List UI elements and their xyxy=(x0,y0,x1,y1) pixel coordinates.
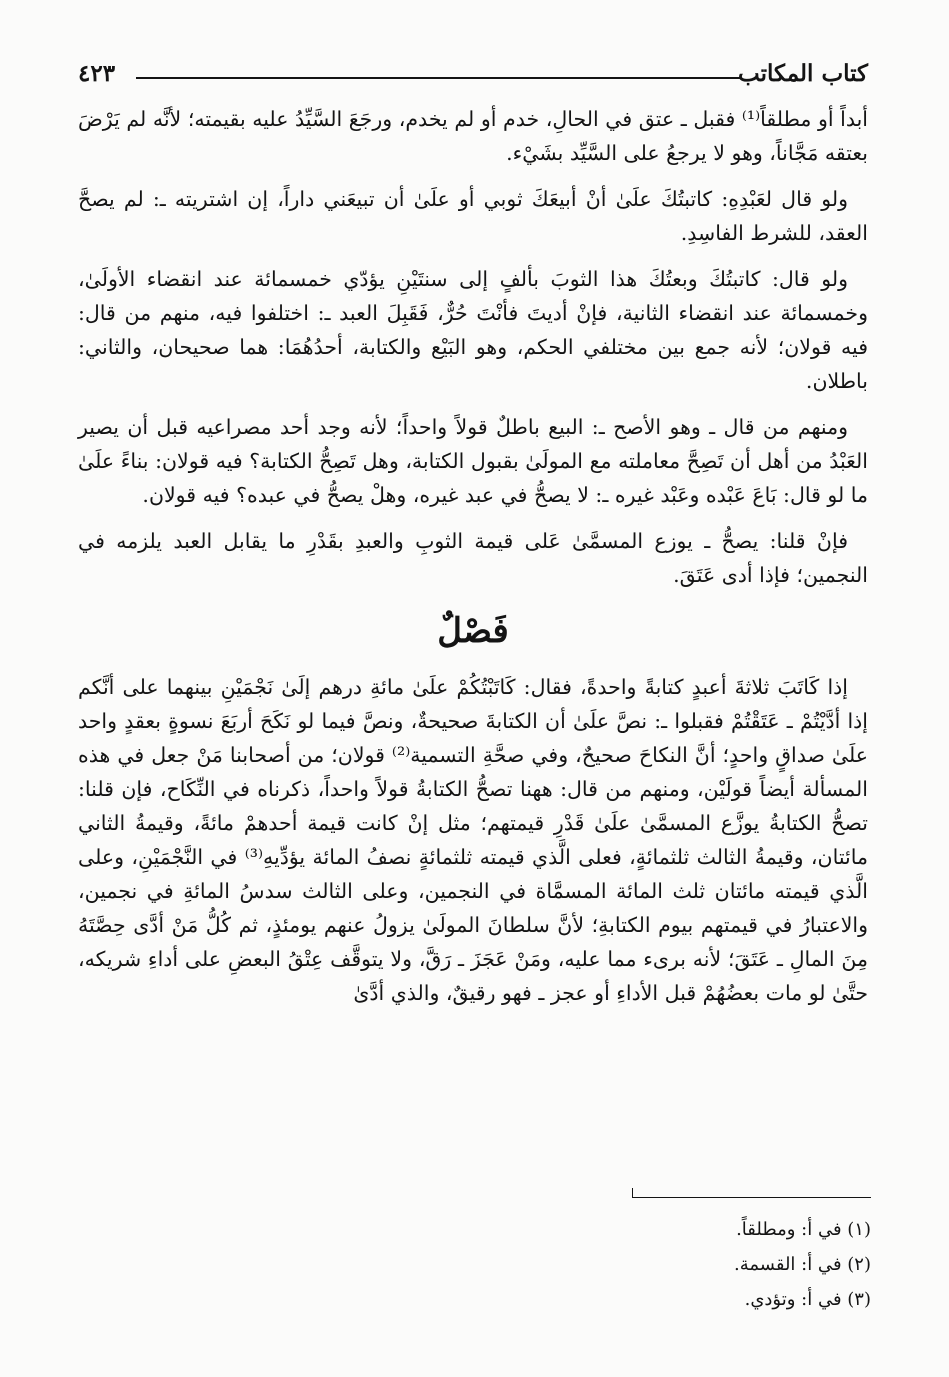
paragraph: أبداً أو مطلقاً⁽¹⁾ فقبل ـ عتق في الحالِ، خدم أو لم يخدم، ورجَعَ السَّيِّدُ عليه بقيمته؛ لأنَّه لم يَرْضَ بعتقه مَجَّاناً، وهو لا يرجعُ على السَّيِّد بشَيْء. xyxy=(78,107,868,165)
page-body xyxy=(78,102,868,1022)
paragraph: ولو قال: كاتبتُكَ وبعتُكَ هذا الثوبَ بألفٍ إلى سنتَيْنِ يؤدّي خمسمائة عند انقضاء الأولَىٰ، وخمسمائة عند انقضاء الثانية، فإنْ أديتَ فأنْتَ حُرٌّ، فَقَبِلَ العبد ـ: اختلفوا فيه، منهم من قال: فيه قولان؛ لأنه جمع بين مختلفي الحكم، وهو البَيْع والكتابة، أحدُهُمَا: هما صحيحان، والثاني: باطلان. xyxy=(78,267,868,393)
page-number: ٤٢٣ xyxy=(78,60,116,87)
section-paragraph: إذا كَاتَبَ ثلاثةَ أعبدٍ كتابةً واحدةً، فقال: كَاتَبْتُكُمْ علَىٰ مائةِ درهم إلَىٰ نَجْمَيْنِ بينهما على أنَّكم إذا أدَّيْتُمْ ـ عَتَقْتُمْ فقبلوا ـ: نصَّ علَىٰ أن الكتابةَ صحيحةٌ، ونصَّ فيما لو نَكَحَ أربَعَ نسوةٍ بعقدٍ واحد علَىٰ صداقٍ واحدٍ؛ أنَّ النكاحَ صحيحٌ، وفي صحَّةِ التسمية⁽²⁾ قولان؛ من أصحابنا مَنْ جعل في هذه المسألة أيضاً قولَيْن، ومنهم من قال: ههنا تصحُّ الكتابةُ قولاً واحداً، ذكرناه في النِّكَاح، فإن قلنا: تصحُّ الكتابةُ يوزَّع المسمَّىٰ علَىٰ قَدْرِ قيمتهم؛ مثل إنْ كانت قيمة أحدهمْ مائةً، وقيمةُ الثاني مائتان، وقيمةُ الثالث ثلثمائةٍ، فعلى الَّذي قيمته ثلثمائةٍ نصفُ المائة يؤدِّيهِ⁽³⁾ في النَّجْمَيْنِ، وعلى الَّذي قيمته مائتان ثلث المائة المسمَّاة في النجمين، وعلى الثالث سدسُ المائةِ في نجمين، والاعتبارُ في قيمتهم بيوم الكتابةِ؛ لأنَّ سلطانَ المولَىٰ يزولُ عنهم يومئذٍ، ثم كُلُّ مَنْ أدَّى حِصَّتَهُ مِنَ المالِ ـ عَتَقَ؛ لأنه برىء مما عليه، ومَنْ عَجَزَ ـ رَقَّ، ولا يتوقَّف عِتْقُ البعضِ على أداءِ شريكه، حتَّىٰ لو مات بعضُهُمْ قبل الأداءِ أو عجز ـ فهو رقيقٌ، والذي أدَّىٰ xyxy=(78,675,868,1005)
paragraph: فإنْ قلنا: يصحُّ ـ يوزع المسمَّىٰ عَلى قيمة الثوبِ والعبدِ بقَدْرِ ما يقابل العبد يلزمه في النجمين؛ فإذا أدى عَتَقَ. xyxy=(78,529,868,587)
footnote-rule xyxy=(633,1197,871,1198)
page-header xyxy=(78,58,868,98)
footnote: (٢) في أ: القسمة. xyxy=(734,1254,871,1275)
paragraph: ولو قال لعَبْدِهِ: كاتبتُكَ علَىٰ أنْ أبيعَكَ ثوبي أو علَىٰ أن تبيعَني داراً، إن اشتريته ـ: لم يصحَّ العقد، للشرط الفاسِدِ. xyxy=(78,187,868,245)
footnotes xyxy=(471,1212,871,1317)
book-title: كتاب المكاتب xyxy=(738,60,868,87)
section-heading: فَصْلٌ xyxy=(437,611,509,651)
footnote: (١) في أ: ومطلقاً. xyxy=(736,1219,871,1240)
footnote: (٣) في أ: وتؤدي. xyxy=(744,1289,871,1310)
paragraph: ومنهم من قال ـ وهو الأصح ـ: البيع باطلٌ قولاً واحداً؛ لأنه وجد أحد مصراعيه قبل أن يصير العَبْدُ من أهل أن تَصِحَّ معاملته مع المولَىٰ بقبول الكتابة، وهل تَصِحُّ الكتابة؟ فيه قولان: بناءً علَىٰ ما لو قال: بَاعَ عَبْده وعَبْد غيره ـ: لا يصحُّ في عبد غيره، وهلْ يصحُّ في عبده؟ فيه قولان. xyxy=(78,415,868,507)
header-rule xyxy=(136,77,740,79)
